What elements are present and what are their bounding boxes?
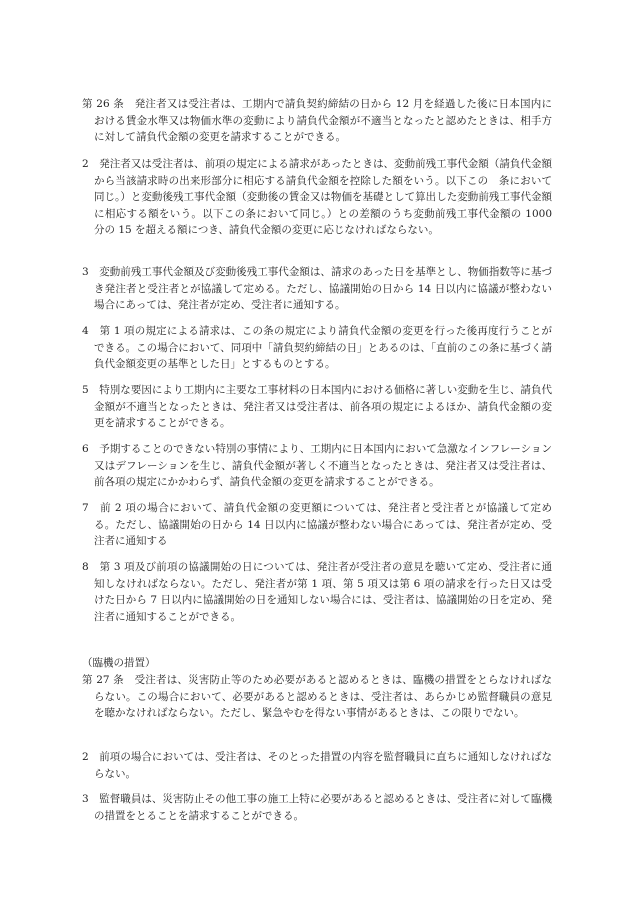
article-26-paragraph-8: 8 第 3 項及び前項の協議開始の日については、発注者が受注者の意見を聴いて定め、受注者に通知しなければならない。ただし、発注者が第 1 項、第 5 項又は第 6 項の請求を行った日又は受けた日から 7 日以内に協議開始の日を通知しない場合には、受注者は、協議開始の日を定め、発注者に通知することができる。 <box>82 561 552 623</box>
article-26-paragraph-5: 5 特別な要因により工期内に主要な工事材料の日本国内における価格に著しい変動を生じ、請負代金額が不適当となったときは、発注者又は受注者は、前各項の規定によるほか、請負代金額の変更を請求することができる。 <box>82 384 552 429</box>
article-26-paragraph-7: 7 前 2 項の場合において、請負代金額の変更額については、発注者と受注者とが協議して定める。ただし、協議開始の日から 14 日以内に協議が整わない場合にあっては、発注者が定め、受注者に通知する <box>82 502 552 547</box>
article-27-paragraph-2: 2 前項の場合においては、受注者は、そのとった措置の内容を監督職員に直ちに通知しなければならない。 <box>82 751 552 780</box>
article-26-paragraph-3: 3 変動前残工事代金額及び変動後残工事代金額は、請求のあった日を基準とし、物価指数等に基づき発注者と受注者とが協議して定める。ただし、協議開始の日から 14 日以内に協議が整わない場合にあっては、発注者が定め、受注者に通知する。 <box>82 266 552 311</box>
article-26-paragraph-4: 4 第 1 項の規定による請求は、この条の規定により請負代金額の変更を行った後再度行うことができる。この場合において、同項中「請負契約締結の日」とあるのは、「直前のこの条に基づく請負代金額変更の基準とした日」とするものとする。 <box>82 325 552 370</box>
article-26-intro: 第 26 条 発注者又は受注者は、工期内で請負契約締結の日から 12 月を経過した後に日本国内における賃金水準又は物価水準の変動により請負代金額が不適当となったと認めたときは、相手方に対して請負代金額の変更を請求することができる。 <box>82 98 552 143</box>
article-26-paragraph-2: 2 発注者又は受注者は、前項の規定による請求があったときは、変動前残工事代金額（請負代金額から当該請求時の出来形部分に相応する請負代金額を控除した額をいう。以下この 条において同じ。）と変動後残工事代金額（変動後の賃金又は物価を基礎として算出した変動前残工事代金額に相応する額をいう。以下この条において同じ。）との差額のうち変動前残工事代金額の 1000 分の 15 を超える額につき、請負代金額の変更に応じなければならない。 <box>82 158 552 236</box>
article-27-heading: （臨機の措置） <box>82 657 156 669</box>
article-26-paragraph-6: 6 予期することのできない特別の事情により、工期内に日本国内において急激なインフレーション又はデフレーションを生じ、請負代金額が著しく不適当となったときは、発注者又は受注者は、前各項の規定にかかわらず、請負代金額の変更を請求することができる。 <box>82 443 552 488</box>
article-27-paragraph-3: 3 監督職員は、災害防止その他工事の施工上特に必要があると認めるときは、受注者に対して臨機の措置をとることを請求することができる。 <box>82 793 552 822</box>
article-27-intro: 第 27 条 受注者は、災害防止等のため必要があると認めるときは、臨機の措置をとらなければならない。この場合において、必要があると認めるときは、受注者は、あらかじめ監督職員の意見を聴かなければならない。ただし、緊急やむを得ない事情があるときは、この限りでない。 <box>82 674 552 719</box>
